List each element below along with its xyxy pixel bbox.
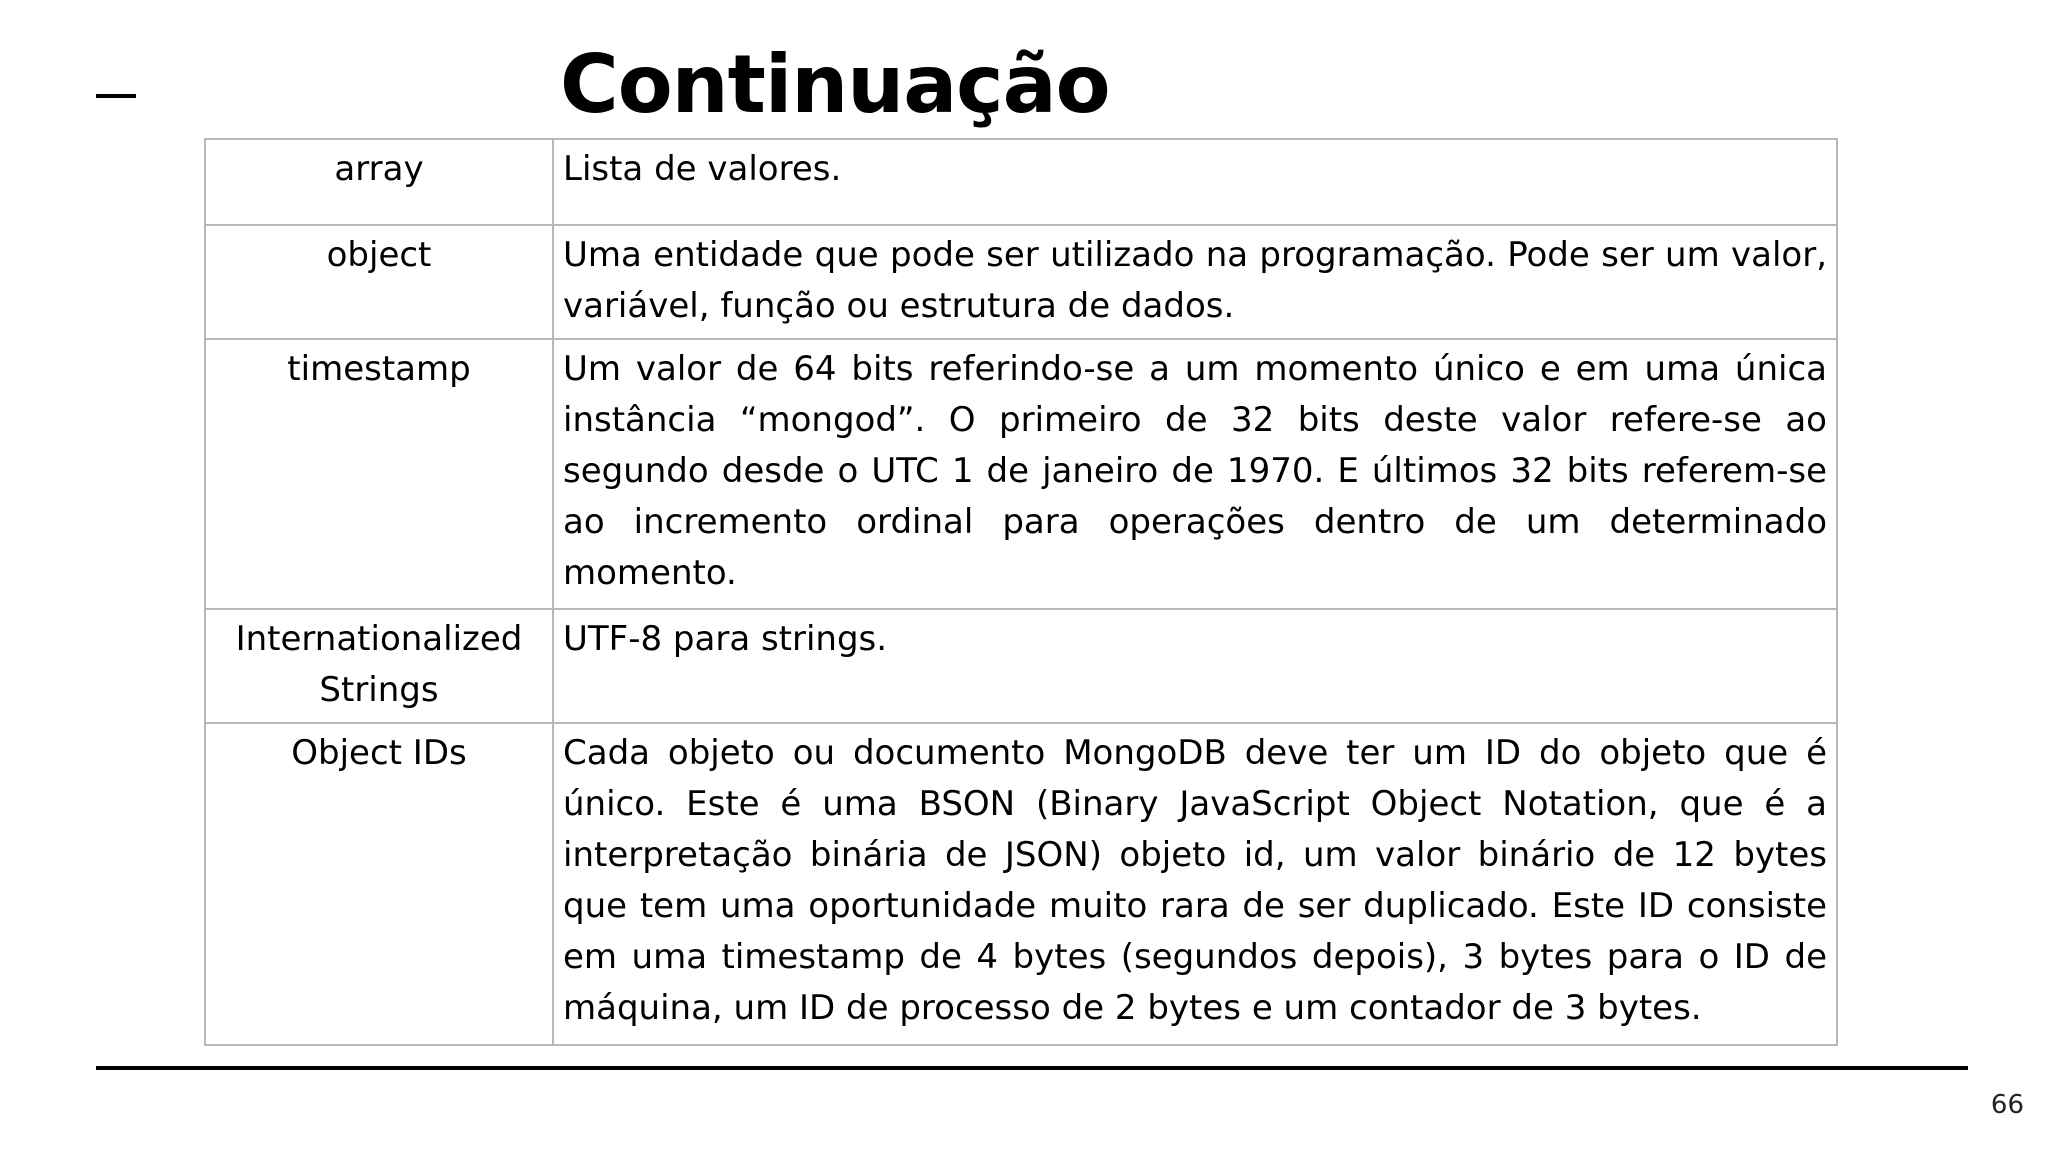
type-cell: object: [205, 225, 553, 339]
slide-title: Continuação: [560, 38, 1110, 131]
description-cell: UTF-8 para strings.: [553, 609, 1837, 723]
description-cell: Um valor de 64 bits referindo-se a um momento único e em uma única instância “mongod”. O primeiro de 32 bits deste valor refere-se ao segundo desde o UTC 1 de janeiro de 1970. E últimos 32 bits referem-se ao incremento ordinal para operações dentro de um determinado momento.: [553, 339, 1837, 609]
table-row: [205, 339, 1837, 609]
table-row: [205, 139, 1837, 225]
table-row: [205, 723, 1837, 1045]
type-cell: Object IDs: [205, 723, 553, 1045]
data-types-table: [204, 138, 1838, 1046]
type-cell: Internationalized Strings: [205, 609, 553, 723]
type-cell: array: [205, 139, 553, 225]
table-row: [205, 225, 1837, 339]
decorative-dash: [96, 94, 136, 98]
type-cell: timestamp: [205, 339, 553, 609]
description-cell: Uma entidade que pode ser utilizado na programação. Pode ser um valor, variável, função ou estrutura de dados.: [553, 225, 1837, 339]
page-number: 66: [1990, 1090, 2024, 1120]
table-row: [205, 609, 1837, 723]
footer-divider: [96, 1066, 1968, 1070]
description-cell: Lista de valores.: [553, 139, 1837, 225]
description-cell: Cada objeto ou documento MongoDB deve ter um ID do objeto que é único. Este é uma BSON (Binary JavaScript Object Notation, que é a interpretação binária de JSON) objeto id, um valor binário de 12 bytes que tem uma oportunidade muito rara de ser duplicado. Este ID consiste em uma timestamp de 4 bytes (segundos depois), 3 bytes para o ID de máquina, um ID de processo de 2 bytes e um contador de 3 bytes.: [553, 723, 1837, 1045]
